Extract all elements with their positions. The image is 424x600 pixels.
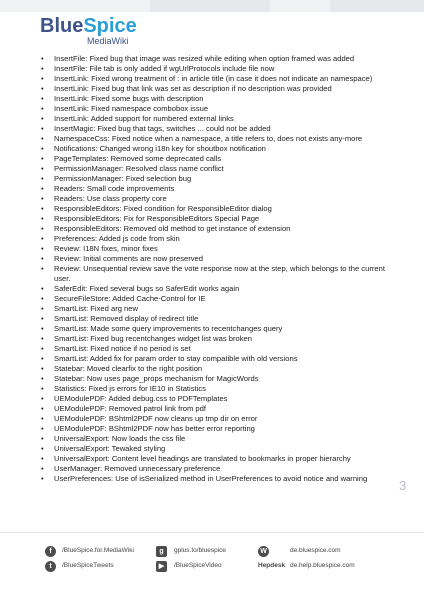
bullet-icon: •: [41, 314, 44, 323]
list-item: [40, 224, 392, 234]
list-item-text: SmartList: Fixed arg new: [54, 304, 138, 313]
facebook-icon[interactable]: f: [45, 546, 56, 557]
top-bar: [0, 0, 424, 12]
list-item-text: ResponsibleEditors: Fixed condition for ResponsibleEditor dialog: [54, 204, 272, 213]
list-item: [40, 184, 392, 194]
list-item: [40, 414, 392, 424]
list-item: [40, 464, 392, 474]
bullet-icon: •: [41, 84, 44, 93]
bullet-icon: •: [41, 264, 44, 273]
list-item: [40, 204, 392, 214]
list-item: [40, 424, 392, 434]
bullet-icon: •: [41, 104, 44, 113]
bullet-icon: •: [41, 194, 44, 203]
list-item: [40, 124, 392, 134]
list-item: [40, 444, 392, 454]
footer-divider: [0, 532, 424, 533]
list-item-text: Statistics: Fixed js errors for IE10 in Statistics: [54, 384, 206, 393]
footer-website-link[interactable]: de.bluespice.com: [290, 547, 341, 554]
list-item: [40, 354, 392, 364]
list-item-text: InsertLink: Fixed bug that link was set as description if no description was provided: [54, 84, 332, 93]
list-item-text: InsertLink: Added support for numbered external links: [54, 114, 234, 123]
list-item: [40, 64, 392, 74]
list-item: [40, 284, 392, 294]
list-item: [40, 54, 392, 64]
list-item: [40, 334, 392, 344]
list-item: [40, 394, 392, 404]
list-item: [40, 74, 392, 84]
footer-helpdesk-label: Hepdesk: [258, 562, 286, 569]
wordpress-icon[interactable]: W: [258, 546, 269, 557]
footer-helpdesk-link[interactable]: de.help.bluespice.com: [290, 562, 355, 569]
page-number: 3: [399, 478, 407, 493]
bullet-icon: •: [41, 254, 44, 263]
footer-facebook-link[interactable]: /BlueSpice.for.MediaWiki: [62, 547, 134, 554]
list-item-text: PageTemplates: Removed some deprecated calls: [54, 154, 222, 163]
changelog-list: [40, 54, 392, 484]
list-item: [40, 94, 392, 104]
list-item-text: Readers: Small code improvements: [54, 184, 175, 193]
list-item-text: Notifications: Changed wrong i18n key for shoutbox notification: [54, 144, 266, 153]
list-item-text: ResponsibleEditors: Removed old method to get instance of extension: [54, 224, 291, 233]
list-item: [40, 374, 392, 384]
bullet-icon: •: [41, 434, 44, 443]
bullet-icon: •: [41, 464, 44, 473]
bullet-icon: •: [41, 234, 44, 243]
list-item-text: Review: Unsequential review save the vote response now at the step, which belongs to the current user.: [54, 264, 385, 283]
list-item: [40, 294, 392, 304]
list-item-text: Statebar: Moved clearfix to the right position: [54, 364, 203, 373]
bullet-icon: •: [41, 374, 44, 383]
bullet-icon: •: [41, 214, 44, 223]
list-item-text: UniversalExport: Now loads the css file: [54, 434, 186, 443]
list-item-text: SmartList: Added fix for param order to stay compatible with old versions: [54, 354, 298, 363]
list-item-text: Review: I18N fixes, minor fixes: [54, 244, 158, 253]
footer-gplus-link[interactable]: gplus.to/bluespice: [174, 547, 227, 554]
list-item-text: SaferEdit: Fixed several bugs so SaferEdit works again: [54, 284, 240, 293]
list-item-text: Preferences: Added js code from skin: [54, 234, 180, 243]
list-item: [40, 244, 392, 254]
bullet-icon: •: [41, 64, 44, 73]
list-item-text: SmartList: Made some query improvements to recentchanges query: [54, 324, 283, 333]
list-item: [40, 214, 392, 224]
list-item-text: UserManager: Removed unnecessary preference: [54, 464, 221, 473]
bullet-icon: •: [41, 304, 44, 313]
top-bar-segment: [150, 0, 270, 12]
list-item-text: PermissionManager: Fixed selection bug: [54, 174, 192, 183]
list-item: [40, 254, 392, 264]
list-item-text: SmartList: Fixed bug recentchanges widget list was broken: [54, 334, 252, 343]
list-item: [40, 234, 392, 244]
list-item: [40, 344, 392, 354]
list-item-text: UEModulePDF: BShtml2PDF now cleans up tmp dir on error: [54, 414, 258, 423]
bullet-icon: •: [41, 404, 44, 413]
list-item-text: UniversalExport: Tewaked styling: [54, 444, 166, 453]
list-item: [40, 384, 392, 394]
list-item-text: ResponsibleEditors: Fix for ResponsibleEditors Special Page: [54, 214, 260, 223]
list-item: [40, 104, 392, 114]
list-item-text: Statebar: Now uses page_props mechanism for MagicWords: [54, 374, 259, 383]
list-item-text: PermissionManager: Resolved class name conflict: [54, 164, 224, 173]
bullet-icon: •: [41, 184, 44, 193]
bullet-icon: •: [41, 344, 44, 353]
list-item-text: SmartList: Fixed notice if no period is set: [54, 344, 191, 353]
bullet-icon: •: [41, 114, 44, 123]
changelog-content: [40, 54, 392, 484]
bullet-icon: •: [41, 354, 44, 363]
list-item: [40, 84, 392, 94]
bullet-icon: •: [41, 204, 44, 213]
top-bar-segment: [330, 0, 424, 12]
list-item-text: UEModulePDF: Added debug.css to PDFTemplates: [54, 394, 228, 403]
bullet-icon: •: [41, 394, 44, 403]
list-item-text: SecureFileStore: Added Cache-Control for IE: [54, 294, 206, 303]
youtube-icon[interactable]: ▶: [156, 561, 167, 572]
list-item: [40, 174, 392, 184]
bullet-icon: •: [41, 174, 44, 183]
list-item: [40, 194, 392, 204]
list-item-text: UEModulePDF: BShtml2PDF now has better error reporting: [54, 424, 255, 433]
list-item-text: UserPreferences: Use of isSerialized method in UserPreferences to avoid notice and warning: [54, 474, 368, 483]
list-item-text: Review: Initial comments are now preserved: [54, 254, 203, 263]
list-item-text: InsertFile: File tab is only added if wgUrlProtocols include file now: [54, 64, 275, 73]
list-item: [40, 314, 392, 324]
bullet-icon: •: [41, 134, 44, 143]
list-item: [40, 454, 392, 464]
list-item-text: UEModulePDF: Removed patrol link from pdf: [54, 404, 206, 413]
list-item-text: UniversalExport: Content level headings are translated to bookmarks in proper hierarchy: [54, 454, 351, 463]
bullet-icon: •: [41, 144, 44, 153]
bullet-icon: •: [41, 54, 44, 63]
bullet-icon: •: [41, 384, 44, 393]
list-item: [40, 404, 392, 414]
bullet-icon: •: [41, 444, 44, 453]
list-item-text: InsertMagic: Fixed bug that tags, switches ... could not be added: [54, 124, 271, 133]
list-item: [40, 474, 392, 484]
bullet-icon: •: [41, 224, 44, 233]
twitter-icon[interactable]: t: [45, 561, 56, 572]
list-item-text: NamespaceCss: Fixed notice when a namespace, a title refers to, does not exists any-more: [54, 134, 363, 143]
bullet-icon: •: [41, 154, 44, 163]
list-item: [40, 364, 392, 374]
list-item: [40, 114, 392, 124]
list-item-text: InsertLink: Fixed some bugs with description: [54, 94, 204, 103]
bullet-icon: •: [41, 244, 44, 253]
list-item-text: Readers: Use class property core: [54, 194, 167, 203]
list-item: [40, 134, 392, 144]
bullet-icon: •: [41, 124, 44, 133]
bullet-icon: •: [41, 294, 44, 303]
bullet-icon: •: [41, 424, 44, 433]
list-item: [40, 434, 392, 444]
bullet-icon: •: [41, 74, 44, 83]
list-item: [40, 324, 392, 334]
bullet-icon: •: [41, 324, 44, 333]
bullet-icon: •: [41, 454, 44, 463]
bluespice-logo: BlueSpice MediaWiki: [40, 15, 137, 46]
bullet-icon: •: [41, 334, 44, 343]
bullet-icon: •: [41, 414, 44, 423]
bullet-icon: •: [41, 94, 44, 103]
list-item-text: InsertLink: Fixed namespace combobox issue: [54, 104, 209, 113]
footer-youtube-link[interactable]: /BlueSpiceVideo: [174, 562, 222, 569]
list-item: [40, 144, 392, 154]
bullet-icon: •: [41, 364, 44, 373]
list-item: [40, 264, 392, 284]
list-item-text: SmartList: Removed display of redirect title: [54, 314, 199, 323]
gplus-icon[interactable]: g: [156, 546, 167, 557]
list-item: [40, 304, 392, 314]
list-item: [40, 154, 392, 164]
bullet-icon: •: [41, 164, 44, 173]
bullet-icon: •: [41, 284, 44, 293]
list-item-text: InsertFile: Fixed bug that image was resized while editing when option framed was added: [54, 54, 355, 63]
footer-twitter-link[interactable]: /BlueSpiceTweets: [62, 562, 114, 569]
list-item-text: InsertLink: Fixed wrong treatment of : in article title (in case it does not indicate an namespace): [54, 74, 373, 83]
bullet-icon: •: [41, 474, 44, 483]
list-item: [40, 164, 392, 174]
